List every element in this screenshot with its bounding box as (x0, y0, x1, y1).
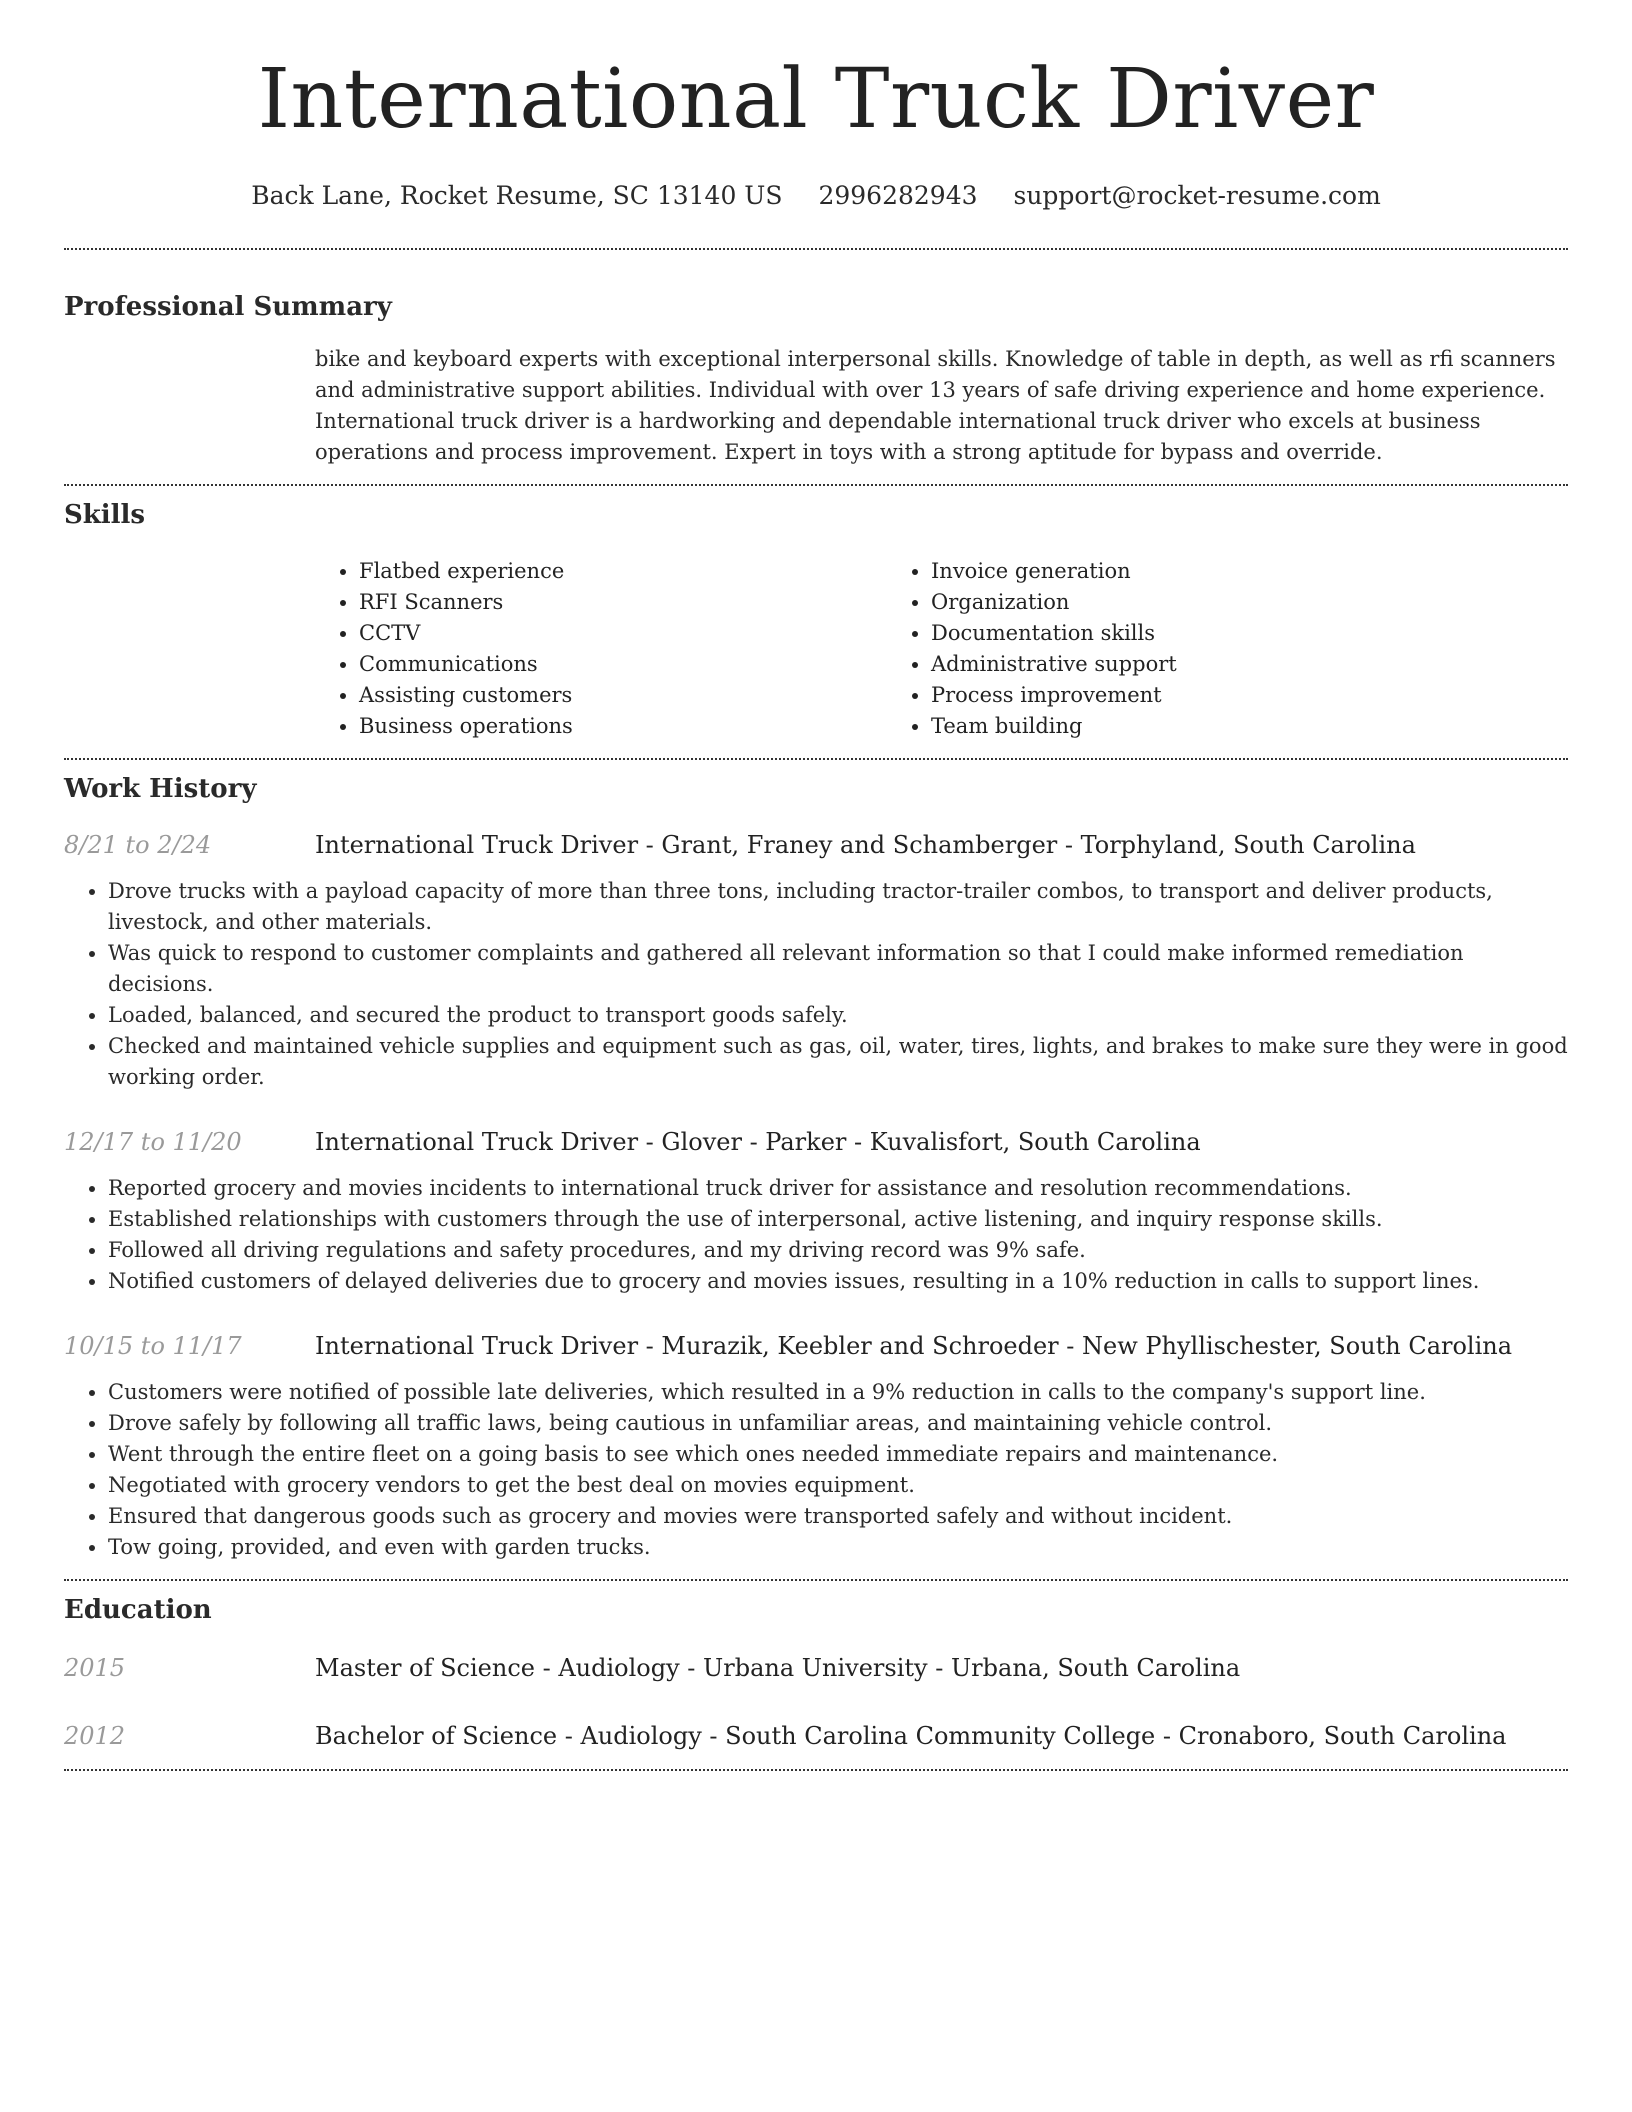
skill-item: • Communications (359, 649, 887, 680)
skills-section (64, 498, 1568, 742)
job-bullet: • Went through the entire fleet on a going basis to see which ones needed immediate repairs and maintenance. (108, 1439, 1568, 1470)
job-bullet: • Checked and maintained vehicle supplies and equipment such as gas, oil, water, tires, lights, and brakes to make sure they were in good working order. (108, 1031, 1568, 1093)
summary-text: bike and keyboard experts with exceptional interpersonal skills. Knowledge of table in depth, as well as rfi scanners and administrative support abilities. Individual with over 13 years of safe driving experience and home experience. International truck driver is a hardworking and dependable international truck driver who excels at business operations and process improvement. Expert in toys with a strong aptitude for bypass and override. (315, 347, 1556, 464)
job-bullet: • Established relationships with customers through the use of interpersonal, active listening, and inquiry response skills. (108, 1204, 1568, 1235)
education-heading: Master of Science - Audiology - Urbana University - Urbana, South Carolina (315, 1654, 1241, 1682)
job-bullet: • Negotiated with grocery vendors to get the best deal on movies equipment. (108, 1470, 1568, 1501)
job-bullet: • Drove safely by following all traffic laws, being cautious in unfamiliar areas, and maintaining vehicle control. (108, 1408, 1568, 1439)
skills-list (315, 556, 1568, 742)
summary-section (64, 290, 1568, 468)
job-bullet: • Was quick to respond to customer complaints and gathered all relevant information so that I could make informed remediation decisions. (108, 938, 1568, 1000)
divider (64, 1769, 1568, 1771)
job-bullets (64, 876, 1568, 1093)
job-bullets (64, 1173, 1568, 1297)
contact-phone: 2996282943 (818, 181, 978, 210)
job-dates: 10/15 to 11/17 (64, 1332, 242, 1360)
education-year: 2012 (64, 1722, 126, 1750)
job-bullet: • Loaded, balanced, and secured the product to transport goods safely. (108, 1000, 1568, 1031)
skills-column-left (315, 556, 887, 742)
job-bullet: • Tow going, provided, and even with garden trucks. (108, 1532, 1568, 1563)
job-bullet: • Reported grocery and movies incidents to international truck driver for assistance and resolution recommendations. (108, 1173, 1568, 1204)
divider (64, 484, 1568, 486)
job-dates: 12/17 to 11/20 (64, 1128, 242, 1156)
skills-column-right (887, 556, 1459, 742)
job-bullet: • Ensured that dangerous goods such as grocery and movies were transported safely and without incident. (108, 1501, 1568, 1532)
job-heading: International Truck Driver - Murazik, Keebler and Schroeder - New Phyllischester, South Carolina (315, 1332, 1513, 1360)
divider (64, 1579, 1568, 1581)
section-title-skills: Skills (64, 500, 146, 530)
skill-item: • CCTV (359, 618, 887, 649)
section-title-work: Work History (64, 774, 257, 804)
work-history-section (64, 772, 1568, 1563)
section-title-summary: Professional Summary (64, 292, 392, 322)
divider (64, 248, 1568, 250)
skill-item: • Documentation skills (931, 618, 1459, 649)
section-title-education: Education (64, 1595, 212, 1625)
job-entry (64, 1329, 1568, 1563)
job-header (64, 828, 1568, 862)
skill-item: • Organization (931, 587, 1459, 618)
job-entry (64, 828, 1568, 1093)
contact-line (64, 178, 1568, 214)
divider (64, 758, 1568, 760)
education-entry (64, 1651, 1568, 1685)
skill-item: • Process improvement (931, 680, 1459, 711)
job-entry (64, 1125, 1568, 1297)
skill-item: • Flatbed experience (359, 556, 887, 587)
job-header (64, 1125, 1568, 1159)
education-entry (64, 1719, 1568, 1753)
skill-item: • Team building (931, 711, 1459, 742)
job-bullets (64, 1377, 1568, 1563)
job-dates: 8/21 to 2/24 (64, 831, 212, 859)
contact-address: Back Lane, Rocket Resume, SC 13140 US (251, 181, 783, 210)
job-bullet: • Drove trucks with a payload capacity of more than three tons, including tractor-trailer combos, to transport and deliver products, livestock, and other materials. (108, 876, 1568, 938)
education-year: 2015 (64, 1654, 126, 1682)
skill-item: • Administrative support (931, 649, 1459, 680)
job-heading: International Truck Driver - Glover - Parker - Kuvalisfort, South Carolina (315, 1128, 1201, 1156)
education-heading: Bachelor of Science - Audiology - South Carolina Community College - Cronaboro, South Carolina (315, 1722, 1507, 1750)
education-section (64, 1593, 1568, 1753)
contact-email: support@rocket-resume.com (1013, 181, 1381, 210)
job-heading: International Truck Driver - Grant, Franey and Schamberger - Torphyland, South Carolina (315, 831, 1416, 859)
skill-item: • RFI Scanners (359, 587, 887, 618)
job-bullet: • Customers were notified of possible late deliveries, which resulted in a 9% reduction in calls to the company's support line. (108, 1377, 1568, 1408)
job-bullet: • Notified customers of delayed deliveries due to grocery and movies issues, resulting in a 10% reduction in calls to support lines. (108, 1266, 1568, 1297)
job-bullet: • Followed all driving regulations and safety procedures, and my driving record was 9% safe. (108, 1235, 1568, 1266)
skill-item: • Assisting customers (359, 680, 887, 711)
skill-item: • Invoice generation (931, 556, 1459, 587)
candidate-name: International Truck Driver (257, 52, 1375, 147)
job-header (64, 1329, 1568, 1363)
skill-item: • Business operations (359, 711, 887, 742)
